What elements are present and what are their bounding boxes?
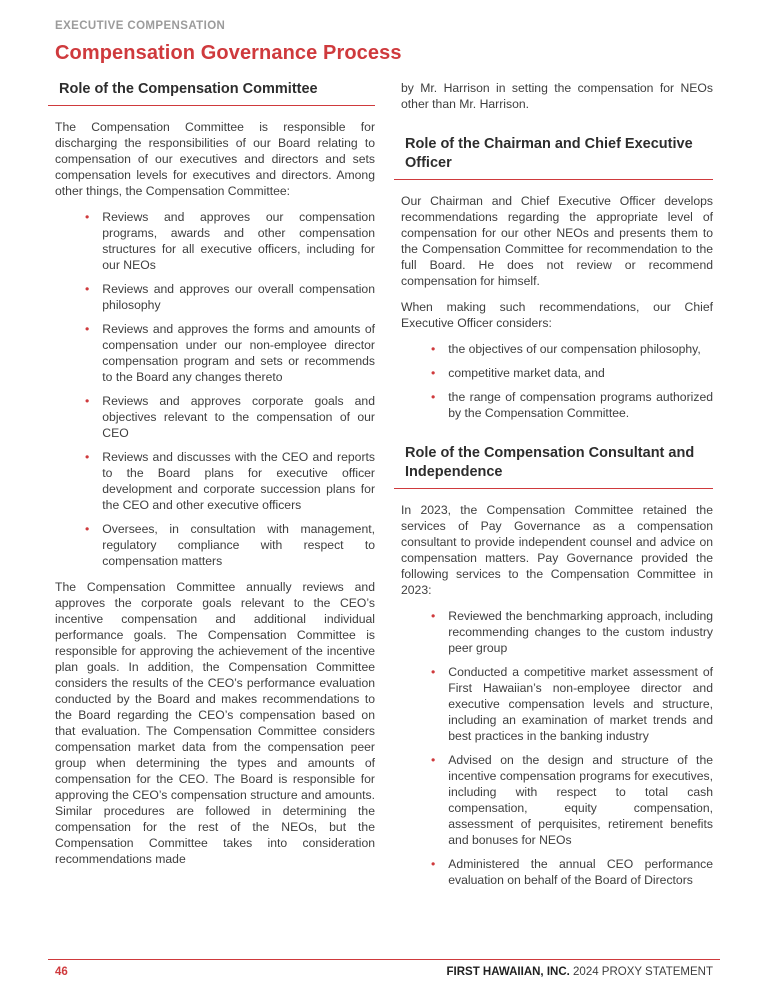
paragraph-ceo-recommendations: Our Chairman and Chief Executive Officer develops recommendations regarding the appropriate level of compensation for our other NEOs and presents them to the Compensation Committee for recommendation to the full Board. He does not review or recommend compensation for himself. — [401, 194, 713, 288]
ceo-considerations-list — [401, 341, 713, 421]
list-item — [431, 664, 713, 744]
list-item — [85, 209, 375, 273]
list-item — [85, 521, 375, 569]
list-item — [431, 608, 713, 656]
list-item-text: Advised on the design and structure of the incentive compensation programs for executives, including with respect to total cash compensation, equity compensation, assessment of perquisites, retirement benefits and bonuses for NEOs — [448, 753, 713, 847]
list-item-text: the range of compensation programs authorized by the Compensation Committee. — [448, 390, 713, 420]
section-eyebrow: EXECUTIVE COMPENSATION — [55, 20, 226, 32]
list-item — [85, 449, 375, 513]
list-item-text: Oversees, in consultation with management, regulatory compliance with respect to compensation matters — [102, 522, 375, 568]
committee-duties-list — [55, 209, 375, 569]
page-footer — [48, 959, 720, 978]
paragraph-pay-governance: In 2023, the Compensation Committee retained the services of Pay Governance as a compensation consultant to provide independent counsel and advice on compensation matters. Pay Governance provided the following services to the Compensation Committee in 2023: — [401, 503, 713, 597]
list-item — [431, 752, 713, 848]
bullet-icon: • — [431, 753, 436, 767]
bullet-icon: • — [85, 450, 90, 464]
statement-label: 2024 PROXY STATEMENT — [573, 966, 713, 978]
paragraph-harrison-continuation: by Mr. Harrison in setting the compensation for NEOs other than Mr. Harrison. — [401, 81, 713, 111]
list-item-text: Reviews and approves our compensation programs, awards and other compensation structures for all executive officers, including for our NEOs — [102, 210, 375, 272]
list-item-text: Reviewed the benchmarking approach, including recommending changes to the custom industry peer group — [448, 609, 713, 655]
list-item — [431, 856, 713, 888]
heading-role-of-chairman-ceo: Role of the Chairman and Chief Executive Officer — [394, 135, 713, 180]
list-item-text: Reviews and approves the forms and amounts of compensation under our non-employee director compensation program and sets or recommends to the Board any changes thereto — [102, 322, 375, 384]
list-item — [431, 341, 713, 357]
two-column-layout — [55, 80, 713, 898]
bullet-icon: • — [85, 282, 90, 296]
company-name: FIRST HAWAIIAN, INC. — [446, 966, 570, 978]
page-number: 46 — [55, 966, 68, 978]
list-item-text: Administered the annual CEO performance evaluation on behalf of the Board of Directors — [448, 857, 713, 887]
heading-role-of-compensation-consultant: Role of the Compensation Consultant and Independence — [394, 444, 713, 489]
list-item-text: competitive market data, and — [448, 366, 605, 380]
paragraph-ceo-considers: When making such recommendations, our Chief Executive Officer considers: — [401, 300, 713, 330]
right-column — [401, 80, 713, 898]
list-item — [85, 281, 375, 313]
footer-right — [447, 966, 713, 978]
bullet-icon: • — [431, 342, 436, 356]
paragraph-committee-annual-review: The Compensation Committee annually reviews and approves the corporate goals relevant to the CEO’s incentive compensation and additional individual performance goals. The Compensation Committee is responsible for approving the achievement of the incentive plan goals. In addition, the Compensation Committee considers the results of the CEO’s performance evaluation conducted by the Board and makes recommendations to the Board regarding the CEO’s compensation based on that evaluation. The Compensation Committee considers compensation market data from the compensation peer group when determining the types and amounts of compensation for the CEO. The Board is responsible for approving the CEO’s compensation structure and amounts. Similar procedures are followed in determining the compensation for the rest of the NEOs, but the Compensation Committee takes into consideration recommendations made — [55, 580, 375, 866]
bullet-icon: • — [85, 394, 90, 408]
bullet-icon: • — [431, 366, 436, 380]
consultant-services-list — [401, 608, 713, 888]
left-column — [55, 80, 375, 877]
bullet-icon: • — [85, 322, 90, 336]
paragraph-committee-intro: The Compensation Committee is responsible for discharging the responsibilities of our Board relating to compensation of our executives and directors and sets compensation levels for executives and directors. Among other things, the Compensation Committee: — [55, 120, 375, 198]
list-item — [431, 365, 713, 381]
bullet-icon: • — [431, 665, 436, 679]
list-item-text: Conducted a competitive market assessment of First Hawaiian’s non-employee director and executive compensation levels and structure, including an examination of market trends and best practices in the banking industry — [448, 665, 713, 743]
heading-role-of-compensation-committee: Role of the Compensation Committee — [48, 80, 375, 106]
list-item-text: Reviews and approves our overall compensation philosophy — [102, 282, 375, 312]
list-item-text: Reviews and approves corporate goals and objectives relevant to the compensation of our CEO — [102, 394, 375, 440]
bullet-icon: • — [85, 522, 90, 536]
list-item — [431, 389, 713, 421]
list-item-text: the objectives of our compensation philosophy, — [448, 342, 701, 356]
list-item — [85, 393, 375, 441]
bullet-icon: • — [431, 390, 436, 404]
bullet-icon: • — [431, 609, 436, 623]
list-item-text: Reviews and discusses with the CEO and reports to the Board plans for executive officer development and corporate succession plans for the CEO and other executive officers — [102, 450, 375, 512]
list-item — [85, 321, 375, 385]
bullet-icon: • — [431, 857, 436, 871]
bullet-icon: • — [85, 210, 90, 224]
page-title: Compensation Governance Process — [55, 42, 402, 64]
